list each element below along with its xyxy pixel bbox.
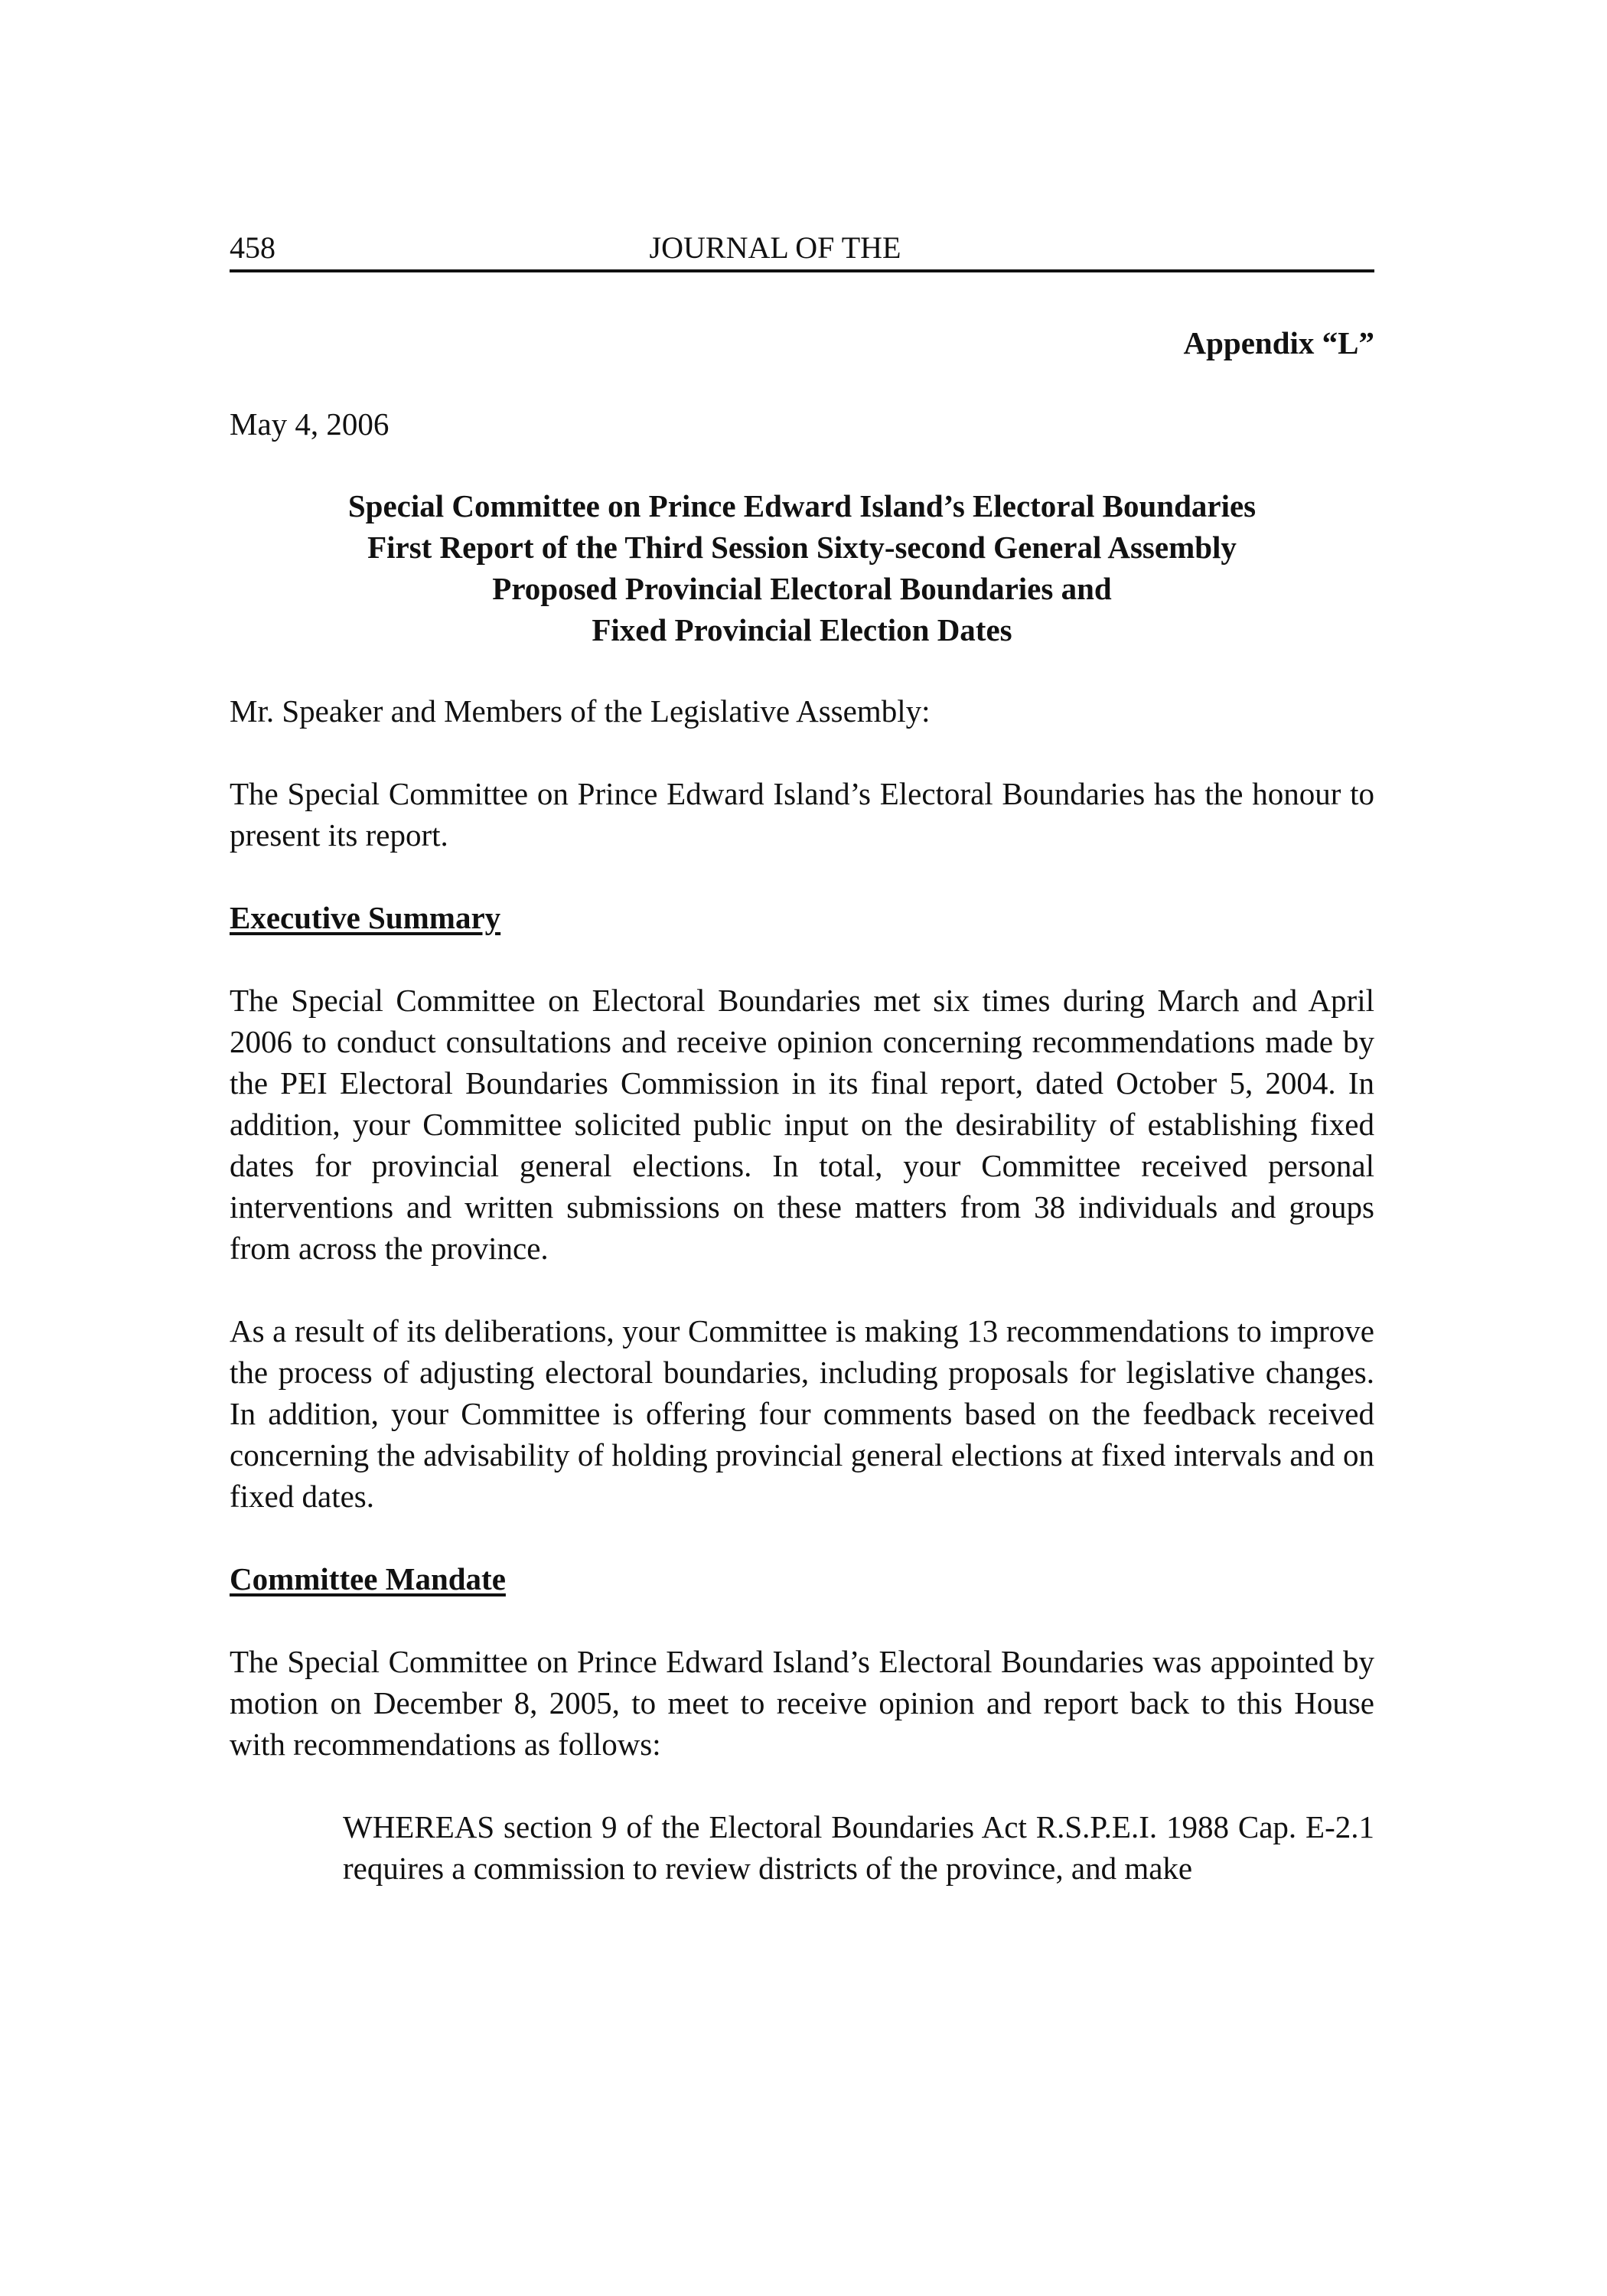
title-line: Special Committee on Prince Edward Island’s Electoral Boundaries [347,488,1257,523]
executive-summary-paragraph: As a result of its deliberations, your Committee is making 13 recommendations to improve the process of adjusting electoral boundaries, including proposals for legislative changes. In addition, your Committee is offering four comments based on the feedback received concerning the advisability of holding provincial general elections at fixed intervals and on fixed dates. [230,1313,1374,1514]
executive-summary-paragraph: The Special Committee on Electoral Boundaries met six times during March and April 2006 to conduct consultations and receive opinion concerning recommendations made by the PEI Electoral Boundaries Commission in its final report, dated October 5, 2004. In addition, your Committee solicited public input on the desirability of establishing fixed dates for provincial general elections. In total, your Committee received personal interventions and written submissions on these matters from 38 individuals and groups from across the province. [230,983,1374,1266]
page-number: 458 [230,230,275,265]
title-line: First Report of the Third Session Sixty-second General Assembly [367,530,1237,565]
salutation: Mr. Speaker and Members of the Legislative Assembly: [230,693,931,729]
running-header [230,230,1374,272]
executive-summary-heading: Executive Summary [230,900,501,935]
document-page [230,230,1374,1889]
title-line: Fixed Provincial Election Dates [592,612,1012,647]
journal-title: JOURNAL OF THE [649,230,901,265]
intro-paragraph: The Special Committee on Prince Edward Island’s Electoral Boundaries has the honour to present its report. [230,776,1374,853]
report-date: May 4, 2006 [230,406,390,442]
committee-mandate-paragraph: The Special Committee on Prince Edward Island’s Electoral Boundaries was appointed by motion on December 8, 2005, to meet to receive opinion and report back to this House with recommendations as follows: [230,1644,1374,1762]
mandate-quote: WHEREAS section 9 of the Electoral Boundaries Act R.S.P.E.I. 1988 Cap. E-2.1 requires a commission to review districts of the province, and make [343,1809,1374,1886]
report-title [230,485,1374,651]
title-line: Proposed Provincial Electoral Boundaries and [492,571,1112,606]
committee-mandate-heading: Committee Mandate [230,1561,506,1596]
appendix-label: Appendix “L” [1183,325,1374,360]
